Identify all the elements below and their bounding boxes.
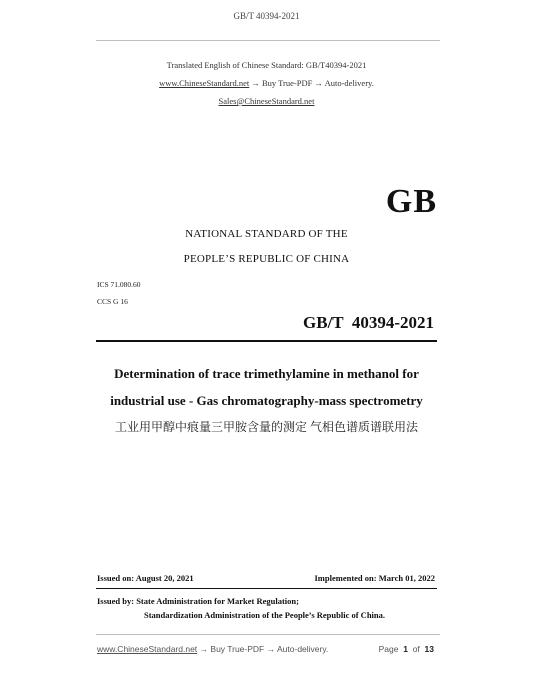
footer (97, 644, 434, 654)
header-divider (96, 40, 440, 41)
banner-site-link[interactable]: www.ChineseStandard.net (159, 78, 250, 88)
national-standard-line2: PEOPLE’S REPUBLIC OF CHINA (183, 253, 350, 265)
page-label: Page (378, 644, 399, 654)
gb-logo: GB (385, 183, 437, 220)
implemented-on: Implemented on: March 01, 2022 (314, 573, 435, 583)
title-en-line2: industrial use - Gas chromatography-mass spectrometry (110, 393, 423, 408)
ccs-code: CCS G 16 (97, 297, 128, 306)
issued-by (97, 594, 385, 622)
banner-email-line (0, 96, 533, 106)
banner-translation-line: Translated English of Chinese Standard: GB/T40394-2021 (166, 60, 367, 70)
issued-by-line2: Standardization Administration of the People’s Republic of China. (144, 610, 386, 620)
standard-number: GB/T 40394-2021 (303, 313, 434, 332)
ics-code: ICS 71.080.60 (97, 280, 141, 289)
page-total: 13 (424, 644, 434, 654)
national-standard-line1: NATIONAL STANDARD OF THE (185, 228, 348, 240)
footer-divider (96, 634, 440, 635)
issued-on: Issued on: August 20, 2021 (97, 573, 194, 583)
page-current: 1 (403, 644, 408, 654)
page-of: of (412, 644, 420, 654)
dates-row (97, 573, 435, 583)
page-indicator (379, 644, 434, 654)
dates-divider (96, 588, 437, 589)
running-header-title: GB/T 40394-2021 (233, 11, 300, 21)
banner-email-link[interactable]: Sales@ChineseStandard.net (218, 96, 315, 106)
footer-site-link[interactable]: www.ChineseStandard.net (97, 644, 198, 654)
footer-buy-text: → Buy True-PDF → Auto-delivery. (197, 644, 329, 654)
title-en-line1: Determination of trace trimethylamine in methanol for (114, 366, 419, 381)
title-divider (96, 340, 437, 342)
title-cn: 工业用甲醇中痕量三甲胺含量的测定 气相色谱质谱联用法 (114, 420, 418, 434)
banner-buy-line (0, 78, 533, 88)
banner-buy-text: → Buy True-PDF → Auto-delivery. (249, 78, 374, 88)
issued-by-line1: Issued by: State Administration for Market Regulation; (97, 596, 299, 606)
